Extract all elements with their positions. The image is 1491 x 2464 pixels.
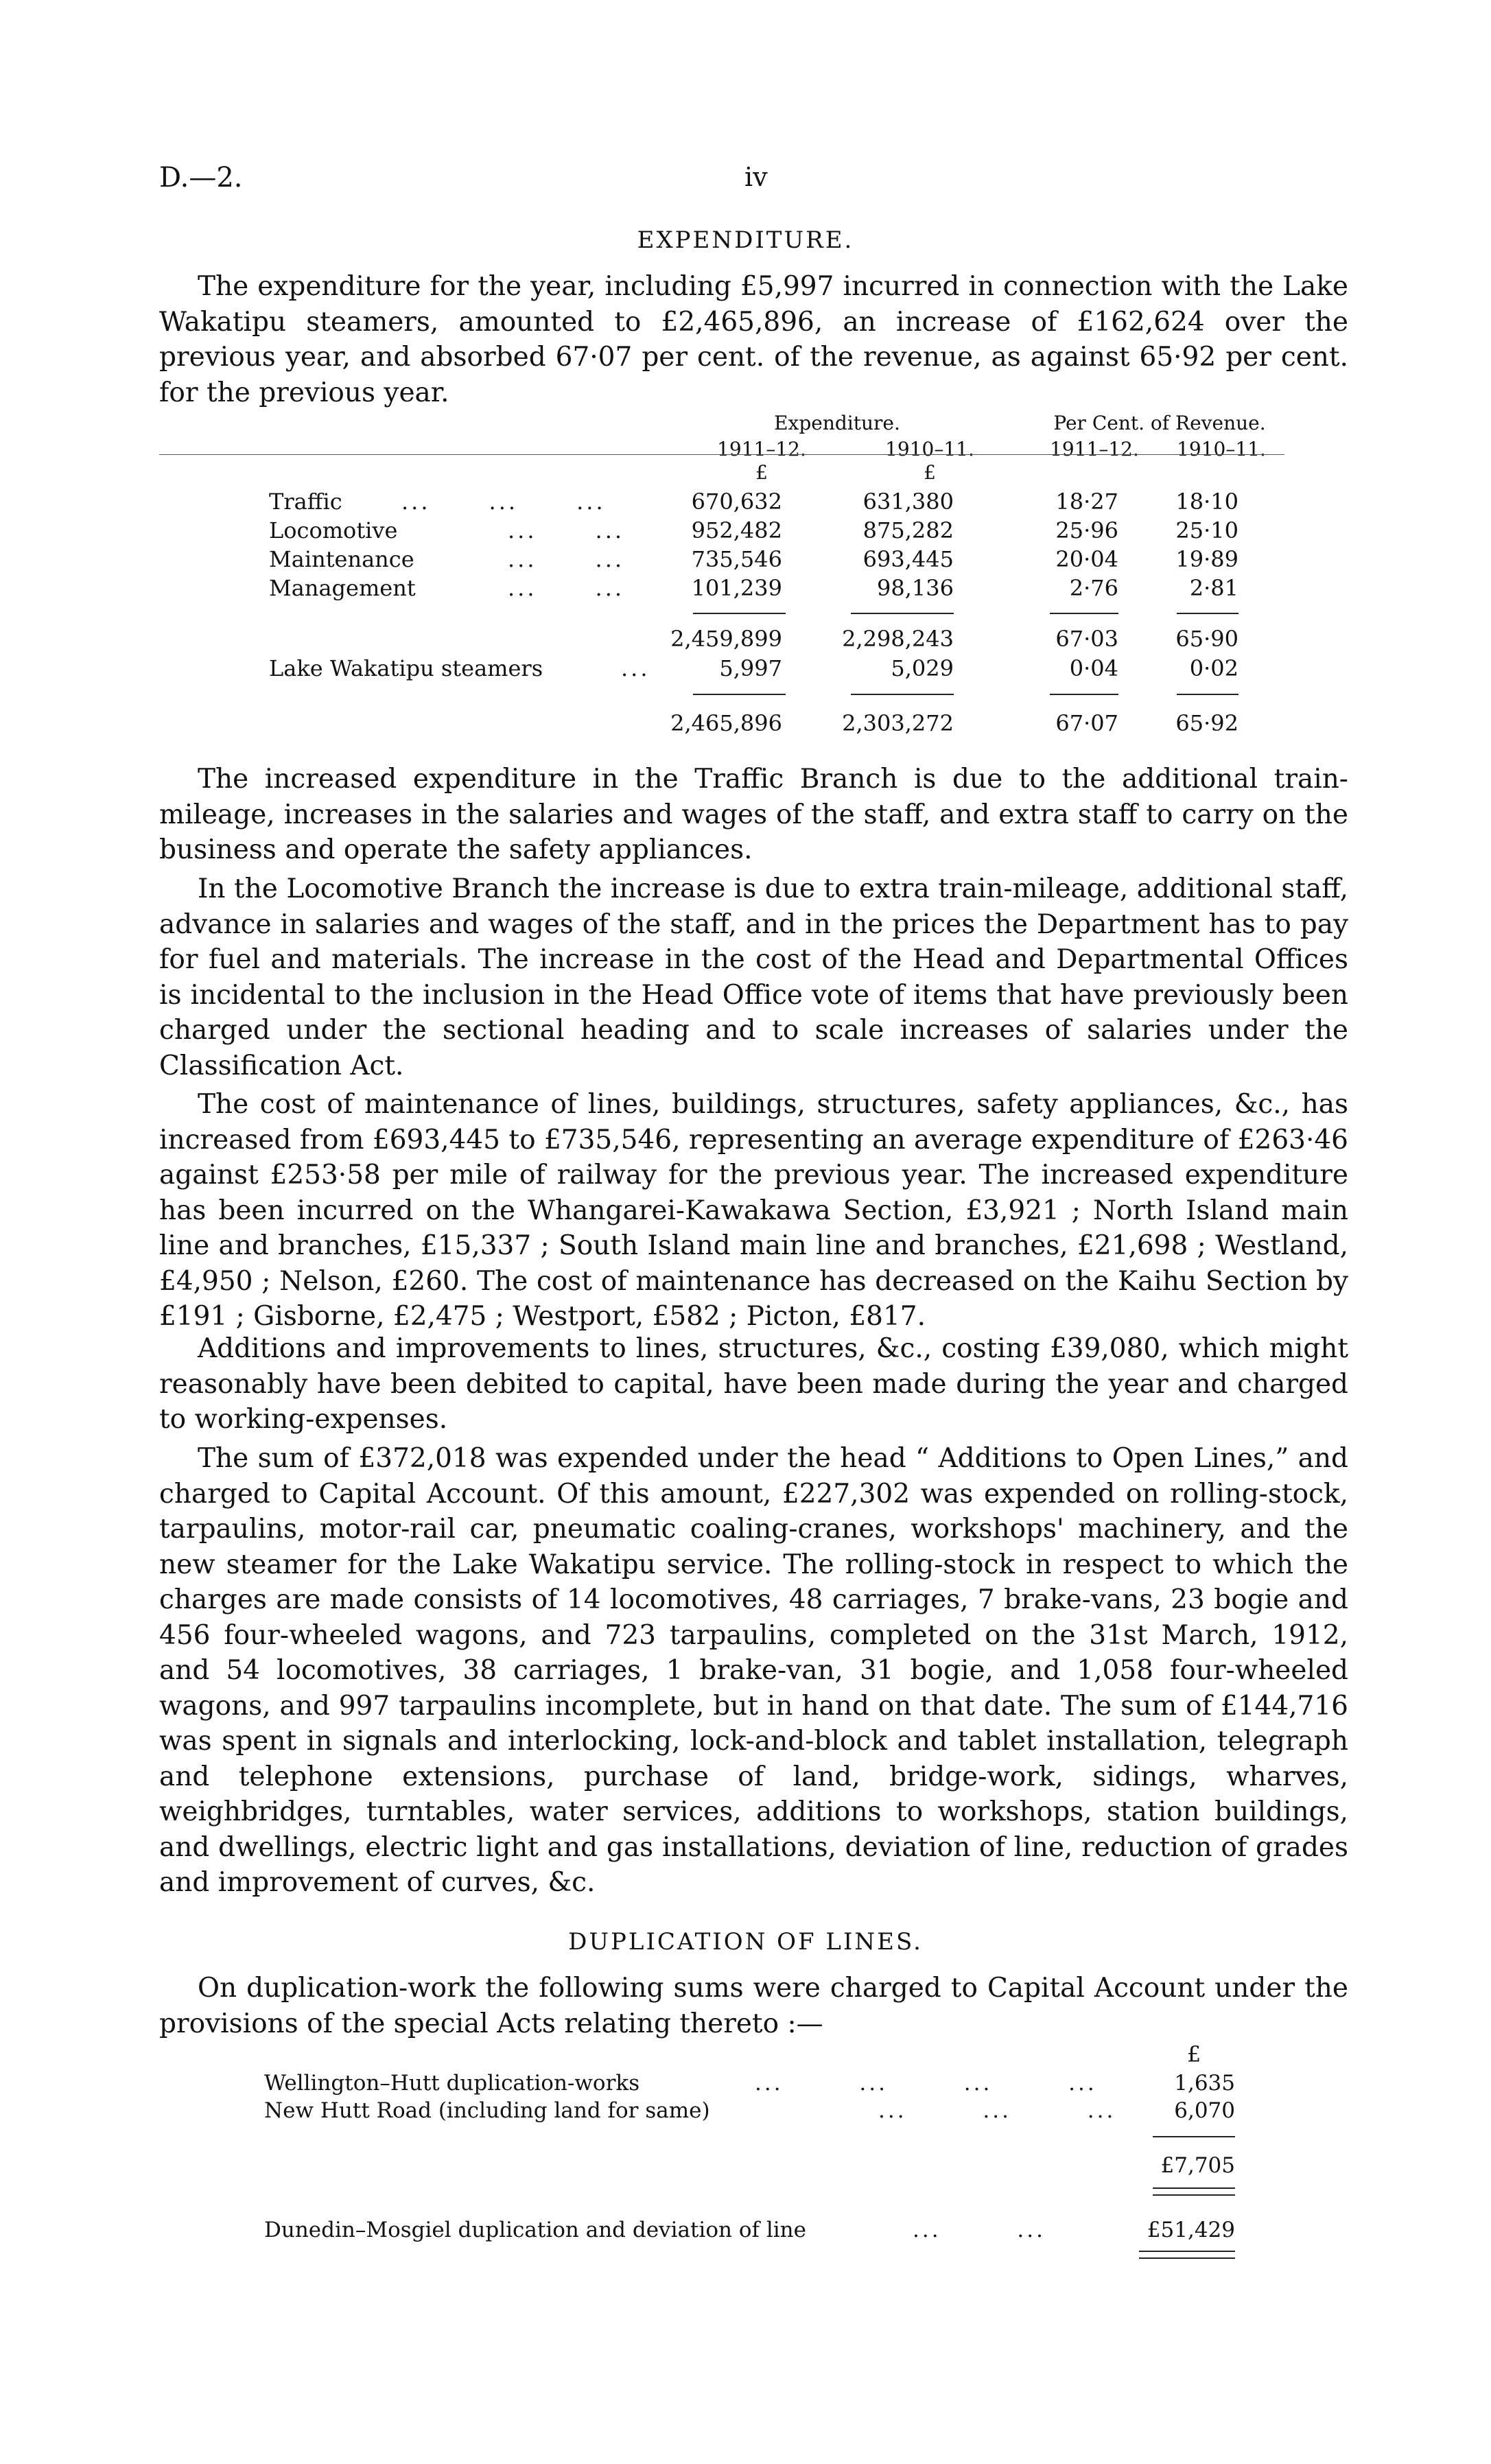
document-reference: D.—2. [159, 162, 243, 193]
steamers-exp-1911: 5,997 [719, 655, 782, 681]
page-number: iv [744, 162, 768, 192]
total-exp-1910: 2,303,272 [842, 710, 954, 736]
leader-dots: ... ... [508, 517, 625, 543]
row-pct-1910: 19·89 [1175, 546, 1238, 572]
row-pct-1911: 18·27 [1055, 489, 1118, 515]
paragraph-text: The increased expenditure in the Traffic Branch is due to the additional train-mileage, increases in the salaries and wages of the staff, and extra staff to carry on the business and operate the safety appliances. [159, 764, 1348, 865]
total-pct-1911: 67·07 [1055, 710, 1118, 736]
expenditure-intro [159, 269, 1348, 410]
paragraph-additions [159, 1331, 1348, 1438]
leader-dots: ... [621, 655, 650, 681]
steamers-pct-1910: 0·02 [1189, 655, 1238, 681]
steamers-pct-1911: 0·04 [1069, 655, 1118, 681]
group-header-expenditure: Expenditure. [774, 412, 900, 434]
duplication-intro [159, 1971, 1348, 2041]
year-header: 1910–11. [1177, 438, 1266, 460]
row-pct-1910: 18·10 [1175, 489, 1238, 515]
row-pct-1911: 25·96 [1055, 517, 1118, 543]
paragraph-locomotive [159, 871, 1348, 1083]
header-rule [159, 454, 1284, 455]
row-exp-1911: 952,482 [691, 517, 782, 543]
row-exp-1911: 735,546 [691, 546, 782, 572]
leader-dots: ... ... ... [878, 2098, 1116, 2123]
expenditure-intro-text: The expenditure for the year, including £5,997 incurred in connection with the Lake Wakatipu steamers, amounted to £2,465,896, an increase of £162,624 over the previous year, and absorbed 67·07 per cent. of the revenue, as against 65·92 per cent. for the previous year. [159, 271, 1348, 408]
subtotal-exp-1910: 2,298,243 [842, 626, 954, 652]
steamers-exp-1910: 5,029 [891, 655, 954, 681]
row-exp-1910: 98,136 [877, 575, 954, 601]
double-rule [1139, 2251, 1235, 2259]
expenditure-heading: EXPENDITURE. [637, 226, 854, 254]
subtotal-exp-1911: 2,459,899 [670, 626, 782, 652]
paragraph-maintenance [159, 1087, 1348, 1335]
row-exp-1910: 693,445 [862, 546, 954, 572]
row-exp-1911: 670,632 [691, 489, 782, 515]
year-header: 1911–12. [1050, 438, 1139, 460]
unit-header: £ [1186, 2041, 1201, 2067]
paragraph-text: Additions and improvements to lines, structures, &c., costing £39,080, which might reasonably have been debited to capital, have been made during the year and charged to working-expenses. [159, 1333, 1348, 1435]
row-pct-1911: 2·76 [1069, 575, 1118, 601]
sum-rule [1050, 694, 1118, 695]
sum-rule [1050, 613, 1118, 614]
total-exp-1911: 2,465,896 [670, 710, 782, 736]
leader-dots: ... ... [508, 575, 625, 601]
duplication-item-label: Wellington–Hutt duplication-works [264, 2071, 640, 2096]
row-label: Traffic [269, 489, 342, 515]
row-pct-1910: 2·81 [1189, 575, 1238, 601]
row-label: Management [269, 575, 416, 601]
row-exp-1911: 101,239 [691, 575, 782, 601]
leader-dots: ... ... ... [401, 489, 606, 515]
leader-dots: ... ... [508, 546, 625, 572]
duplication-item-amount: 6,070 [1174, 2098, 1235, 2123]
paragraph-text: The cost of maintenance of lines, buildings, structures, safety appliances, &c., has increased from £693,445 to £735,546, representing an average expenditure of £263·46 against £253·58 per mile of railway for the previous year. The increased expenditure has been incurred on the Whangarei-Kawakawa Section, £3,921 ; North Island main line and branches, £15,337 ; South Island main line and branches, £21,698 ; Westland, £4,950 ; Nelson, £260. The cost of maintenance has decreased on the Kaihu Section by £191 ; Gisborne, £2,475 ; Westport, £582 ; Picton, £817. [159, 1089, 1348, 1332]
year-header: 1911–12. [717, 438, 806, 460]
row-pct-1910: 25·10 [1175, 517, 1238, 543]
paragraph-capital [159, 1441, 1348, 1901]
duplication-subtotal: £7,705 [1160, 2153, 1235, 2178]
group-header-percent: Per Cent. of Revenue. [1053, 412, 1266, 434]
subtotal-pct-1911: 67·03 [1055, 626, 1118, 652]
sum-rule [851, 694, 954, 695]
double-rule [1153, 2187, 1235, 2196]
paragraph-text: The sum of £372,018 was expended under the head “ Additions to Open Lines,” and charged to Capital Account. Of this amount, £227,302 was expended on rolling-stock, tarpaulins, motor-rail car, pneumatic coaling-cranes, workshops' machinery, and the new steamer for the Lake Wakatipu service. The rolling-stock in respect to which the charges are made consists of 14 locomotives, 48 carriages, 7 brake-vans, 23 bogie and 456 four-wheeled wagons, and 723 tarpaulins, completed on the 31st March, 1912, and 54 locomotives, 38 carriages, 1 brake-van, 31 bogie, and 1,058 four-wheeled wagons, and 997 tarpaulins incomplete, but in hand on that date. The sum of £144,716 was spent in signals and interlocking, lock-and-block and tablet installation, telegraph and telephone extensions, purchase of land, bridge-work, sidings, wharves, weighbridges, turntables, water services, additions to workshops, station buildings, and dwellings, electric light and gas installations, deviation of line, reduction of grades and improvement of curves, &c. [159, 1443, 1348, 1898]
duplication-item-label: New Hutt Road (including land for same) [264, 2098, 710, 2123]
row-label: Maintenance [269, 546, 414, 572]
row-pct-1911: 20·04 [1055, 546, 1118, 572]
paragraph-text: In the Locomotive Branch the increase is due to extra train-mileage, additional staff, advance in salaries and wages of the staff, and in the prices the Department has to pay for fuel and materials. The increase in the cost of the Head and Departmental Offices is incidental to the inclusion in the Head Office vote of items that have previously been charged under the sectional heading and to scale increases of salaries under the Classification Act. [159, 873, 1348, 1081]
year-header: 1910–11. [885, 438, 974, 460]
steamers-label: Lake Wakatipu steamers [269, 655, 543, 681]
duplication-heading: DUPLICATION OF LINES. [568, 1928, 923, 1956]
dunedin-label: Dunedin–Mosgiel duplication and deviation of line [264, 2218, 806, 2242]
row-label: Locomotive [269, 517, 398, 543]
sum-rule [1177, 694, 1238, 695]
leader-dots: ... ... ... ... [755, 2071, 1097, 2096]
sum-rule [693, 613, 786, 614]
leader-dots: ... ... [913, 2218, 1046, 2242]
row-exp-1910: 631,380 [862, 489, 954, 515]
duplication-intro-text: On duplication-work the following sums were charged to Capital Account under the provisions of the special Acts relating thereto :— [159, 1973, 1348, 2039]
sum-rule [1177, 613, 1238, 614]
row-exp-1910: 875,282 [862, 517, 954, 543]
sum-rule [693, 694, 786, 695]
unit-header: £ [924, 461, 936, 484]
unit-header: £ [755, 461, 768, 484]
sum-rule [851, 613, 954, 614]
duplication-item-amount: 1,635 [1174, 2071, 1235, 2096]
paragraph-traffic [159, 762, 1348, 868]
total-pct-1910: 65·92 [1175, 710, 1238, 736]
sum-rule [1153, 2136, 1235, 2137]
dunedin-amount: £51,429 [1147, 2218, 1235, 2242]
subtotal-pct-1910: 65·90 [1175, 626, 1238, 652]
